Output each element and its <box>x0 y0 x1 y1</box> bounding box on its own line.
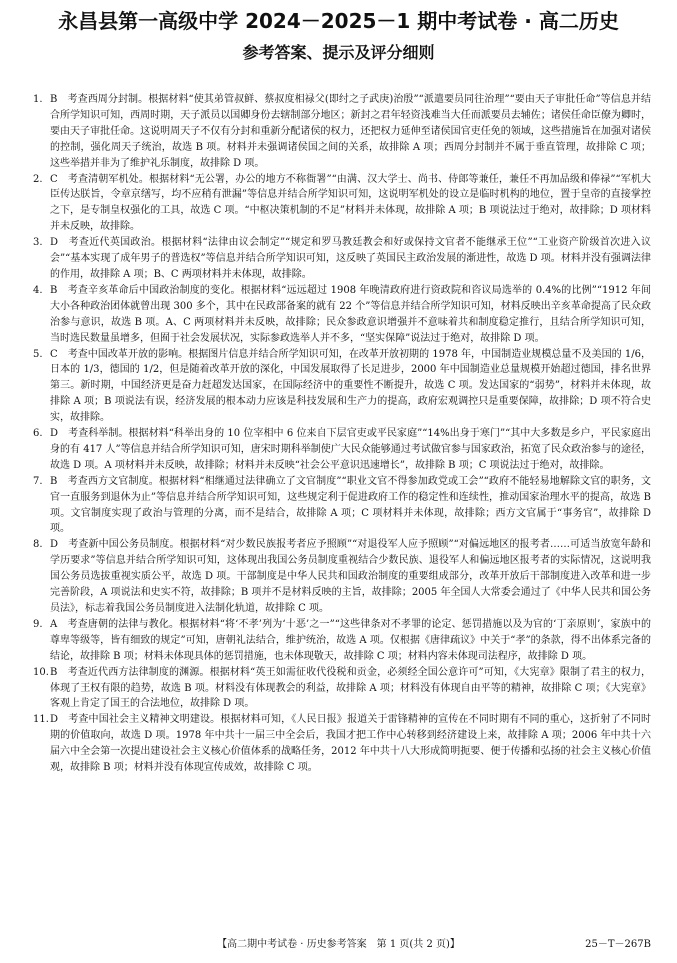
answer-text: C 考查清朝军机处。根据材料“无公署，办公的地方不称衙署”“由满、汉大学士、尚书、侍郎等兼任，兼任不再加品级和俸禄”“军机大臣传达朕旨，令章京缮写，均不应稍有泄漏”等信息并结合所学知识可知，这说明军机处的设立是临时机构的地位，置于皇帝的直接掌控之下，是专制皇权强化的工具，故选 C 项。“中枢决策机制的不足”材料并未体现，故排除 A 项；B 项说法过于绝对，故排除；D 项材料并未反映，故排除。 <box>50 173 651 233</box>
answer-number: 9. <box>33 618 43 630</box>
answer-number: 7. <box>33 475 43 487</box>
answer-item <box>33 92 651 172</box>
answer-item <box>33 474 651 538</box>
answer-item <box>33 617 651 665</box>
answer-item <box>33 283 651 347</box>
answer-item <box>33 426 651 474</box>
answer-number: 1. <box>33 94 43 105</box>
exam-title: 永昌县第一高级中学 2024－2025－1 期中考试卷 · 高二历史 <box>58 9 619 33</box>
answer-text: B 考查西方文官制度。根据材料“相继通过法律确立了文官制度”“职业文官不得参加政党或工会”“政府不能轻易地解除文官的职务，文官一直服务到退休为止”等信息并结合所学知识可知，这些规定利于促进政府工作的稳定性和连续性，推动国家治理水平的提高，故选 B 项。文官制度实现了政治与管理的分离，而不是结合，故排除 A 项；C 项材料并未体现，故排除；西方文官属于“事务官”，故排除 D 项。 <box>50 475 651 535</box>
answer-text: B 考查近代西方法律制度的渊源。根据材料“英王如需征收代役税和贡金，必须经全国公意许可”可知，《大宪章》限制了君主的权力，体现了王权有限的趋势，故选 B 项。材料没有体现教会的利益，故排除 A 项；材料没有体现自由平等的精神，故排除 C 项；《大宪章》客观上肯定了国王的合法地位，故排除 D 项。 <box>50 666 651 710</box>
answer-text: B 考查西周分封制。根据材料“使其弟管叔鲜、蔡叔度相禄父(即纣之子武庚)治殷”“派遣要员同往治理”“要由天子审批任命”等信息并结合所学知识可知，西周时期，天子派员以国卿身份去辖制部分地区；新封之君年轻资浅难当大任而派要员去辅佐；诸侯任命臣僚为卿时，要由天子审批任命。这说明周天子不仅有分封和重新分配诸侯的权力，还把权力延伸至诸侯国官吏任免的领域，这些措施旨在加强对诸侯的控制，强化周天子统治，故选 B 项。材料并未强调诸侯国之间的关系，故排除 A 项；西周分封制并不属于垂直管理，故排除 C 项；这些举措并非为了维护礼乐制度，故排除 D 项。 <box>50 94 651 169</box>
answer-number: 4. <box>33 284 43 296</box>
answer-item <box>33 665 651 713</box>
answer-text: D 考查科举制。根据材料“科举出身的 10 位宰相中 6 位来自下层官吏或平民家庭”“14%出身于寒门”“其中大多数是乡户，平民家庭出身的有 417 人”等信息并结合所学知识可知，唐宋时期科举制使广大民众能够通过考试做官参与国家政治，拓宽了民众政治参与的途径，故选 D 项。A 项材料并未反映，故排除；材料并未反映“社会公平意识迅速增长”，故排除 B 项；C 项说法过于绝对，故排除。 <box>50 428 651 471</box>
answer-item <box>33 235 651 283</box>
answer-number: 8. <box>33 539 43 551</box>
answer-item <box>33 712 651 776</box>
answer-number: 6. <box>33 428 43 440</box>
answer-item <box>33 347 651 427</box>
answer-list <box>33 92 651 776</box>
answer-number: 11. <box>33 714 49 726</box>
answer-number: 2. <box>33 173 43 185</box>
answer-subtitle: 参考答案、提示及评分细则 <box>242 43 435 62</box>
footer-page-info: 【高二期中考试卷 · 历史参考答案 第 1 页(共 2 页)】 <box>217 939 460 950</box>
answer-number: 3. <box>33 237 43 249</box>
answer-number: 5. <box>33 348 43 360</box>
answer-number: 10. <box>33 666 49 678</box>
answer-text: B 考查辛亥革命后中国政治制度的变化。根据材料“远远超过 1908 年晚清政府进行资政院和咨议局选举的 0.4%的比例”“1912 年间大小各种政治团体就曾出现 300 多个，其中在民政部备案的就有 22 个”等信息并结合所学知识可知，材料反映出辛亥革命提高了民众政治参与意识，故选 B 项。A、C 两项材料并未反映，故排除；民众参政意识增强并不意味着共和制度稳定推行，且结合所学知识可知，当时选民数量虽增多，但囿于社会发展状况，实际参政选举人并不多，“坚实保障”说法过于绝对，故排除 D 项。 <box>50 284 651 344</box>
answer-item <box>33 172 651 236</box>
answer-text: A 考查唐朝的法律与教化。根据材料“将‘不孝’列为‘十恶’之一”“这些律条对不孝罪的论定、惩罚措施以及为官的‘丁亲原则’，家族中的尊卑等级等，皆有细致的规定”可知，唐朝礼法结合，维护统治，故选 A 项。仅根据《唐律疏议》中关于“孝”的条款，得不出体系完备的结论，故排除 B 项；材料未体现具体的惩罚措施，也未体现敬天，故排除 C 项；材料内容未体现司法程序，故排除 D 项。 <box>50 618 651 662</box>
answer-item <box>33 537 651 617</box>
answer-text: D 考查中国社会主义精神文明建设。根据材料可知，《人民日报》报道关于雷锋精神的宣传在不同时期有不同的重心，这折射了不同时期的价值取向，故选 D 项。1978 年中共十一届三中全会后，我国才把工作中心转移到经济建设上来，故排除 A 项；2006 年中共十六届六中全会第一次提出建设社会主义核心价值体系的战略任务，2012 年中共十八大形成简明扼要、便于传播和弘扬的社会主义核心价值观，故排除 B 项；材料并没有体现宣传成效，故排除 C 项。 <box>50 714 651 774</box>
answer-text: C 考查中国改革开放的影响。根据图片信息并结合所学知识可知，在改革开放初期的 1978 年，中国制造业规模总量不及美国的 1/6，日本的 1/3，德国的 1/2，但是随着改革开放的深化，中国发展取得了长足进步，2000 年中国制造业总量规模开始超过德国，排名世界第三。新时期，中国经济更是奋力赶超发达国家，在国际经济中的重要性不断提升，故选 C 项。发达国家的“弱势”，材料并未体现，故排除 A 项；B 项说法有误，经济发展的根本动力应该是科技发展和生产力的提高，政府宏观调控只是重要保障，故排除；D 项不符合史实，故排除。 <box>50 348 651 424</box>
answer-text: D 考查近代英国政治。根据材料“法律由议会制定”“规定和罗马教廷教会和好或保持文官者不能继承王位”“工业资产阶级首次进入议会”“基本实现了成年男子的普选权”等信息并结合所学知识可知，这反映了英国民主政治发展的渐进性，故选 D 项。材料并没有强调法律的作用，故排除 A 项；B、C 两项材料并未体现，故排除。 <box>50 237 651 280</box>
answer-text: D 考查新中国公务员制度。根据材料“对少数民族报考者应予照顾”“对退役军人应予照顾”“对偏远地区的报考者……可适当放宽年龄和学历要求”等信息并结合所学知识可知，这体现出我国公务员制度重视结合少数民族、退役军人和偏远地区报考者的实际情况，这说明我国公务员选拔重视实质公平，故选 D 项。干部制度是中华人民共和国政治制度的重要组成部分，改革开放后干部制度进入改革和进一步完善阶段，A 项说法和史实不符，故排除；B 项并不是材料反映的主旨，故排除；2005 年全国人大常委会通过了《中华人民共和国公务员法》，标志着我国公务员制度进入法制化轨道，故排除 C 项。 <box>50 539 651 614</box>
footer-paper-code: 25－T－267B <box>585 939 651 950</box>
